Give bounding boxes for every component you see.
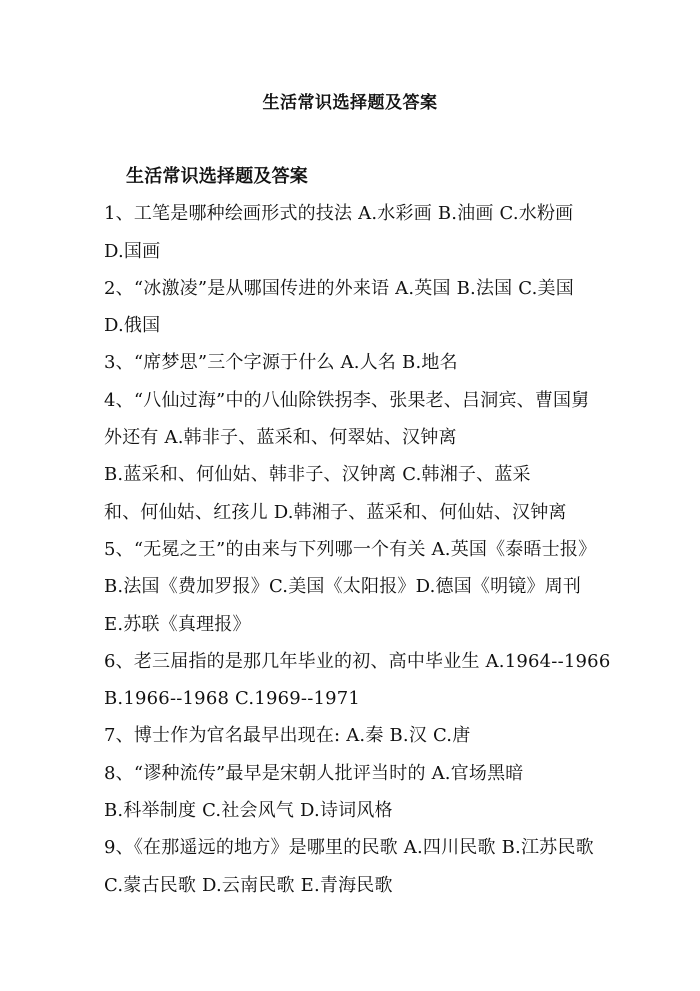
document-body [104,158,611,904]
question-line: 9、《在那遥远的地方》是哪里的民歌 A.四川民歌 B.江苏民歌 [104,837,594,859]
question-line: 7、博士作为官名最早出现在: A.秦 B.汉 C.唐 [104,725,471,747]
question-line: 5、“无冕之王”的由来与下列哪一个有关 A.英国《泰晤士报》 [104,538,597,560]
document-title: 生活常识选择题及答案 [262,93,438,113]
question-line: 1、工笔是哪种绘画形式的技法 A.水彩画 B.油画 C.水粉画 [104,203,574,225]
question-line: C.蒙古民歌 D.云南民歌 E.青海民歌 [104,874,393,896]
question-line: 4、“八仙过海”中的八仙除铁拐李、张果老、吕洞宾、曹国舅 [104,389,590,411]
question-line: 8、“谬种流传”最早是宋朝人批评当时的 A.官场黑暗 [104,762,524,784]
question-line: 2、“冰激凌”是从哪国传进的外来语 A.英国 B.法国 C.美国 [104,277,574,299]
section-heading: 生活常识选择题及答案 [126,166,308,187]
question-line: D.国画 [104,240,161,262]
question-line: 和、何仙姑、红孩儿 D.韩湘子、蓝采和、何仙姑、汉钟离 [104,501,567,523]
question-line: D.俄国 [104,315,161,337]
question-line: B.1966--1968 C.1969--1971 [104,688,361,710]
question-line: 6、老三届指的是那几年毕业的初、高中毕业生 A.1964--1966 [104,650,611,672]
question-line: B.科举制度 C.社会风气 D.诗词风格 [104,800,393,822]
question-line: B.法国《费加罗报》C.美国《太阳报》D.德国《明镜》周刊 [104,576,582,598]
question-line: 外还有 A.韩非子、蓝采和、何翠姑、汉钟离 [104,427,457,449]
question-line: E.苏联《真理报》 [104,613,251,635]
question-line: B.蓝采和、何仙姑、韩非子、汉钟离 C.韩湘子、蓝采 [104,464,531,486]
question-line: 3、“席梦思”三个字源于什么 A.人名 B.地名 [104,352,458,374]
